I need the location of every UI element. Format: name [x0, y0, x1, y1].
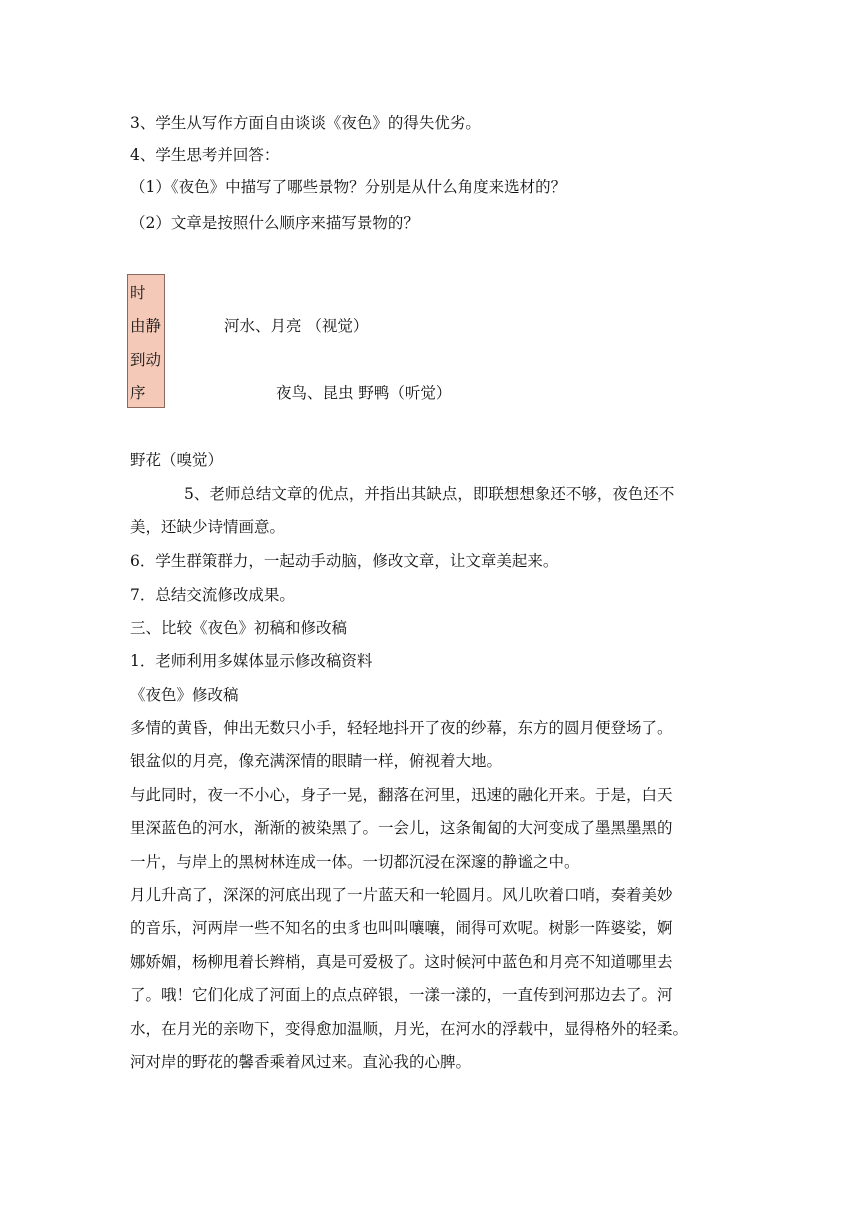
order-box-line: 时 — [130, 284, 146, 302]
essay-title: 《夜色》修改稿 — [130, 686, 239, 704]
step-6: 6．学生群策群力，一起动手动脑，修改文章，让文章美起来。 — [130, 552, 559, 570]
auditory-scenes: 夜鸟、昆虫 野鸭（听觉） — [276, 384, 452, 402]
order-box-line: 到动 — [130, 351, 162, 369]
smell-scenes: 野花（嗅觉） — [130, 451, 224, 469]
visual-scenes: 河水、月亮 （视觉） — [224, 317, 369, 335]
order-box-line: 由静 — [130, 317, 162, 335]
order-box-line: 序 — [130, 384, 146, 402]
essay-line: 一片，与岸上的黑树林连成一体。一切都沉浸在深邃的静谧之中。 — [130, 853, 580, 871]
essay-line: 娜娇媚，杨柳甩着长辫梢，真是可爱极了。这时候河中蓝色和月亮不知道哪里去 — [130, 953, 673, 971]
step-5-line-2: 美，还缺少诗情画意。 — [130, 518, 286, 536]
section-3-step-1: 1．老师利用多媒体显示修改稿资料 — [130, 652, 373, 670]
step-7: 7．总结交流修改成果。 — [130, 586, 295, 604]
step-5-line-1: 5、老师总结文章的优点，并指出其缺点，即联想想象还不够，夜色还不 — [184, 485, 675, 503]
essay-line: 银盆似的月亮，像充满深情的眼睛一样，俯视着大地。 — [130, 752, 503, 770]
question-1: （1）《夜色》中描写了哪些景物？分别是从什么角度来选材的？ — [130, 178, 567, 196]
step-4: 4、学生思考并回答： — [130, 146, 280, 164]
essay-line: 河对岸的野花的馨香乘着风过来。直沁我的心脾。 — [130, 1053, 472, 1071]
question-2: （2）文章是按照什么顺序来描写景物的？ — [130, 214, 419, 232]
essay-line: 多情的黄昏，伸出无数只小手，轻轻地抖开了夜的纱幕，东方的圆月便登场了。 — [130, 719, 673, 737]
essay-line: 水，在月光的亲吻下，变得愈加温顺，月光，在河水的浮载中，显得格外的轻柔。 — [130, 1020, 689, 1038]
essay-line: 了。哦！它们化成了河面上的点点碎银，一漾一漾的，一直传到河那边去了。河 — [130, 986, 673, 1004]
essay-line: 月儿升高了，深深的河底出现了一片蓝天和一轮圆月。风儿吹着口哨，奏着美妙 — [130, 886, 673, 904]
essay-line: 的音乐，河两岸一些不知名的虫豸也叫叫嚷嚷，闹得可欢呢。树影一阵婆娑，婀 — [130, 919, 673, 937]
essay-line: 与此同时，夜一不小心，身子一晃，翻落在河里，迅速的融化开来。于是，白天 — [130, 786, 673, 804]
step-3: 3、学生从写作方面自由谈谈《夜色》的得失优劣。 — [130, 114, 481, 132]
essay-line: 里深蓝色的河水，渐渐的被染黑了。一会儿，这条匍匐的大河变成了墨黑墨黑的 — [130, 819, 673, 837]
section-3-heading: 三、比较《夜色》初稿和修改稿 — [130, 619, 348, 637]
